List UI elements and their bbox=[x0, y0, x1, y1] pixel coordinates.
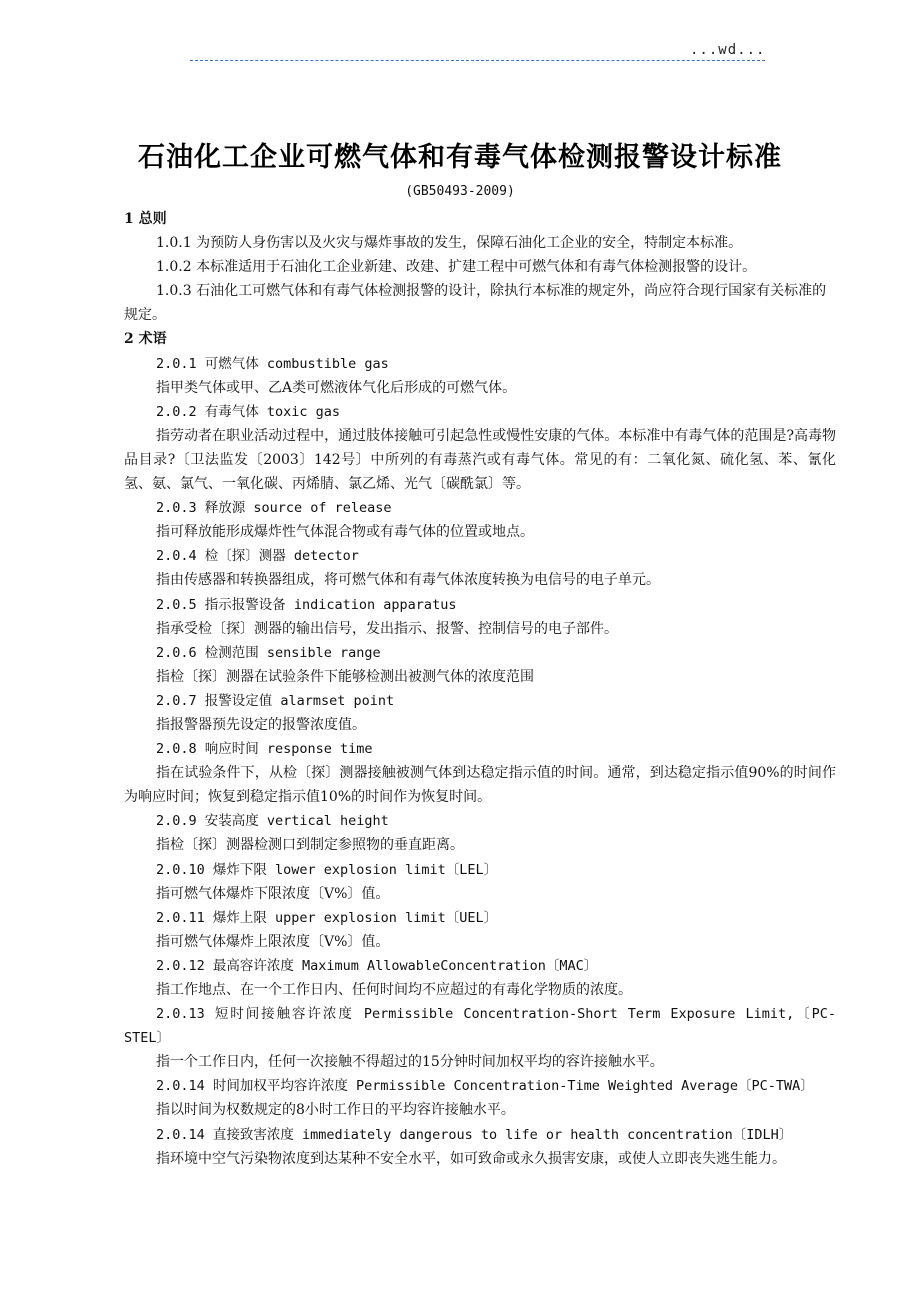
paragraph-line: 指承受检〔探〕测器的输出信号，发出指示、报警、控制信号的电子部件。 bbox=[156, 620, 618, 637]
paragraph-line: 2.0.5 指示报警设备 indication apparatus bbox=[156, 596, 457, 613]
paragraph-line: 2.0.6 检测范围 sensible range bbox=[156, 644, 381, 661]
paragraph-line: 指一个工作日内，任何一次接触不得超过的15分钟时间加权平均的容许接触水平。 bbox=[156, 1054, 664, 1071]
document-title: 石油化工企业可燃气体和有毒气体检测报警设计标准 bbox=[138, 142, 782, 173]
paragraph-line: 2.0.13 短时间接触容许浓度 Permissible Concentration-Short Term Exposure Limit,〔PC-STEL〕 bbox=[124, 1006, 836, 1047]
header-dashed-rule bbox=[190, 60, 765, 61]
paragraph-line: 1.0.1 为预防人身伤害以及火灾与爆炸事故的发生，保障石油化工企业的安全，特制定本标准。 bbox=[156, 235, 743, 252]
paragraph-line: 2.0.9 安装高度 vertical height bbox=[156, 813, 389, 830]
paragraph-line: 指检〔探〕测器在试验条件下能够检测出被测气体的浓度范围 bbox=[156, 668, 534, 685]
section-heading: 2 术语 bbox=[124, 331, 167, 348]
paragraph-line: 2.0.1 可燃气体 combustible gas bbox=[156, 355, 389, 372]
paragraph-line: 指在试验条件下，从检〔探〕测器接触被测气体到达稳定指示值的时间。通常，到达稳定指示值90%的时间作为响应时间；恢复到稳定指示值10%的时间作为恢复时间。 bbox=[124, 765, 836, 806]
paragraph-line: 指劳动者在职业活动过程中，通过肢体接触可引起急性或慢性安康的气体。本标准中有毒气体的范围是?高毒物品目录?〔卫法监发〔2003〕142号〕中所列的有毒蒸汽或有毒气体。常见的有：二氧化氮、硫化氢、苯、氰化氢、氨、氯气、一氧化碳、丙烯腈、氯乙烯、光气〔碳酰氯〕等。 bbox=[124, 427, 836, 493]
paragraph-line: 指以时间为权数规定的8小时工作日的平均容许接触水平。 bbox=[156, 1102, 515, 1119]
document-body bbox=[124, 207, 836, 1171]
paragraph-line: 指可释放能形成爆炸性气体混合物或有毒气体的位置或地点。 bbox=[156, 524, 534, 541]
paragraph-line: 1.0.2 本标准适用于石油化工企业新建、改建、扩建工程中可燃气体和有毒气体检测报警的设计。 bbox=[156, 259, 757, 276]
header-watermark: ...wd... bbox=[690, 42, 766, 58]
paragraph-line: 指报警器预先设定的报警浓度值。 bbox=[156, 716, 366, 733]
paragraph-line: 指可燃气体爆炸上限浓度〔V%〕值。 bbox=[156, 933, 390, 950]
paragraph-line: 指工作地点、在一个工作日内、任何时间均不应超过的有毒化学物质的浓度。 bbox=[156, 982, 632, 998]
paragraph-line: 1.0.3 石油化工可燃气体和有毒气体检测报警的设计，除执行本标准的规定外，尚应符合现行国家有关标准的规定。 bbox=[124, 283, 827, 324]
paragraph-line: 指检〔探〕测器检测口到制定参照物的垂直距离。 bbox=[156, 837, 464, 854]
paragraph-line: 2.0.11 爆炸上限 upper explosion limit〔UEL〕 bbox=[156, 909, 498, 926]
section-heading: 1 总则 bbox=[124, 211, 167, 227]
paragraph-line: 指由传感器和转换器组成，将可燃气体和有毒气体浓度转换为电信号的电子单元。 bbox=[156, 572, 660, 589]
paragraph-line: 指环境中空气污染物浓度到达某种不安全水平，如可致命或永久损害安康，或使人立即丧失逃生能力。 bbox=[156, 1150, 786, 1167]
paragraph-line: 2.0.14 时间加权平均容许浓度 Permissible Concentration-Time Weighted Average〔PC-TWA〕 bbox=[156, 1078, 814, 1095]
paragraph-line: 2.0.4 检〔探〕测器 detector bbox=[156, 548, 359, 565]
paragraph-line: 2.0.3 释放源 source of release bbox=[156, 500, 392, 517]
paragraph-line: 2.0.8 响应时间 response time bbox=[156, 741, 373, 758]
standard-code: (GB50493-2009) bbox=[405, 184, 515, 199]
paragraph-line: 2.0.2 有毒气体 toxic gas bbox=[156, 403, 341, 420]
paragraph-line: 2.0.7 报警设定值 alarmset point bbox=[156, 692, 395, 709]
paragraph-line: 2.0.14 直接致害浓度 immediately dangerous to life or health concentration〔IDLH〕 bbox=[156, 1126, 793, 1143]
paragraph-line: 指甲类气体或甲、乙A类可燃液体气化后形成的可燃气体。 bbox=[156, 379, 517, 396]
paragraph-line: 指可燃气体爆炸下限浓度〔V%〕值。 bbox=[156, 885, 390, 902]
paragraph-line: 2.0.10 爆炸下限 lower explosion limit〔LEL〕 bbox=[156, 861, 498, 878]
paragraph-line: 2.0.12 最高容许浓度 Maximum AllowableConcentration〔MAC〕 bbox=[156, 957, 598, 974]
